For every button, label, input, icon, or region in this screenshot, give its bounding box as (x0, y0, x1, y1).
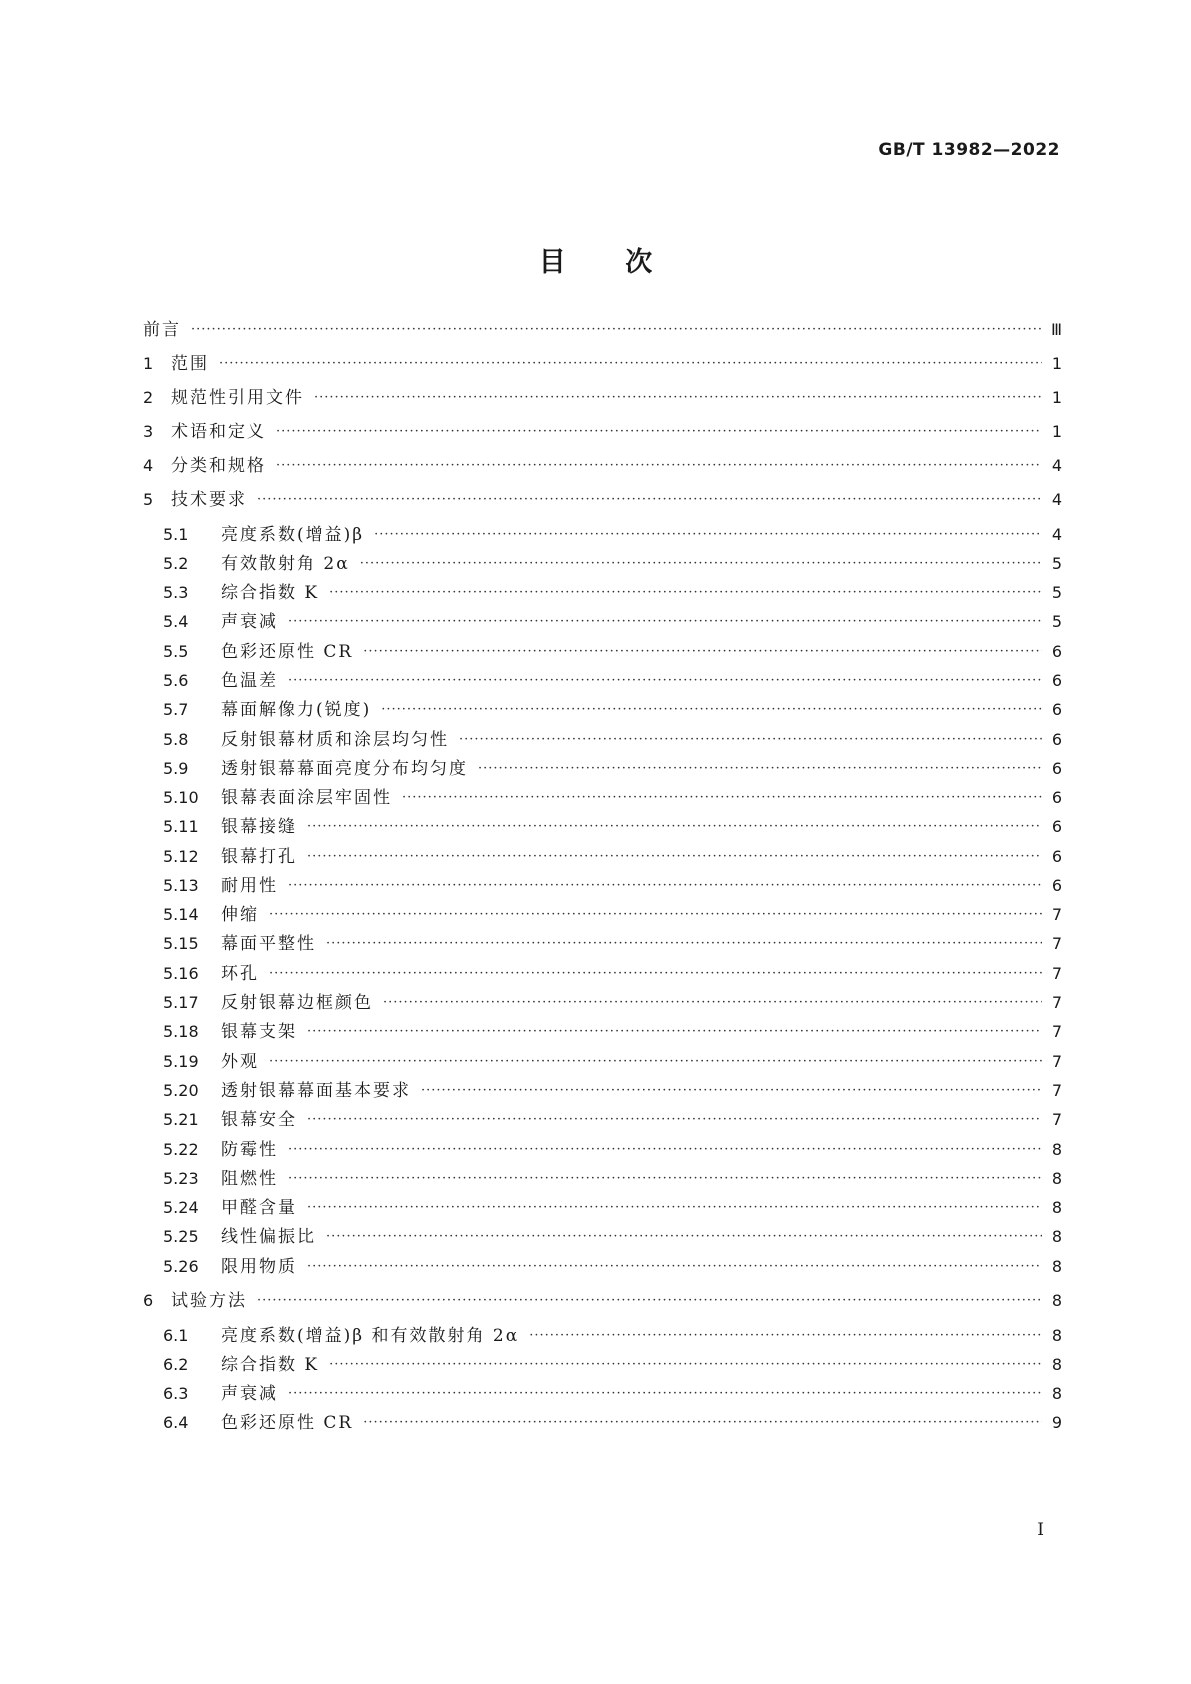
toc-entry[interactable] (143, 670, 1062, 692)
toc-entry-page: 8 (1051, 1140, 1062, 1159)
toc-entry-label: 亮度系数(增益)β 和有效散射角 2α (221, 1326, 520, 1346)
toc-entry-number: 6.4 (163, 1413, 189, 1432)
dot-leader (269, 1051, 1042, 1073)
dot-leader (307, 1109, 1042, 1131)
toc-entry-number: 5 (143, 490, 154, 509)
toc-entry-label: 银幕安全 (221, 1110, 297, 1130)
toc-entry-page: 6 (1051, 730, 1062, 749)
toc-entry-label: 前言 (143, 320, 181, 340)
toc-entry-label: 限用物质 (221, 1257, 297, 1277)
toc-entry-page: 8 (1051, 1198, 1062, 1217)
toc-entry-page: 8 (1051, 1355, 1062, 1374)
toc-entry-page: 5 (1051, 554, 1062, 573)
toc-entry-number: 5.1 (163, 525, 189, 544)
dot-leader (307, 1256, 1042, 1278)
dot-leader (363, 641, 1042, 663)
dot-leader (363, 1412, 1042, 1434)
toc-entry[interactable] (143, 699, 1062, 721)
toc-entry-label: 术语和定义 (171, 422, 266, 442)
dot-leader (269, 963, 1042, 985)
toc-entry-label: 声衰减 (221, 1384, 278, 1404)
dot-leader (288, 875, 1042, 897)
toc-entry-page: 6 (1051, 847, 1062, 866)
toc-entry-label: 透射银幕幕面亮度分布均匀度 (221, 759, 468, 779)
toc-entry-page: 9 (1051, 1413, 1062, 1432)
toc-entry[interactable] (143, 933, 1062, 955)
dot-leader (257, 489, 1042, 511)
toc-entry-label: 反射银幕材质和涂层均匀性 (221, 730, 449, 750)
toc-entry-label: 技术要求 (171, 490, 247, 510)
page-number: I (1037, 1520, 1044, 1540)
toc-entry[interactable] (143, 1383, 1062, 1405)
toc-entry[interactable] (143, 875, 1062, 897)
toc-entry-number: 5.16 (163, 964, 199, 983)
toc-entry-page: 6 (1051, 788, 1062, 807)
toc-entry-page: 6 (1051, 876, 1062, 895)
toc-entry-number: 5.5 (163, 642, 189, 661)
dot-leader (329, 582, 1042, 604)
dot-leader (383, 992, 1042, 1014)
toc-entry-label: 分类和规格 (171, 456, 266, 476)
dot-leader (257, 1290, 1042, 1312)
toc-entry-page: 5 (1051, 583, 1062, 602)
toc-entry-page: 8 (1051, 1291, 1062, 1310)
dot-leader (288, 1383, 1042, 1405)
toc-entry-label: 银幕打孔 (221, 847, 297, 867)
toc-entry-number: 5.12 (163, 847, 199, 866)
toc-entry-number: 6.3 (163, 1384, 189, 1403)
toc-entry[interactable] (143, 489, 1062, 511)
toc-entry[interactable] (143, 1021, 1062, 1043)
toc-entry[interactable] (143, 582, 1062, 604)
toc-entry-number: 6.1 (163, 1326, 189, 1345)
dot-leader (288, 1168, 1042, 1190)
toc-entry-label: 银幕表面涂层牢固性 (221, 788, 392, 808)
toc-entry[interactable] (143, 846, 1062, 868)
toc-entry-number: 5.2 (163, 554, 189, 573)
toc-entry-page: 6 (1051, 817, 1062, 836)
toc-entry-label: 环孔 (221, 964, 259, 984)
toc-entry-page: 8 (1051, 1227, 1062, 1246)
toc-entry-page: 5 (1051, 612, 1062, 631)
toc-entry[interactable] (143, 1256, 1062, 1278)
toc-entry-label: 透射银幕幕面基本要求 (221, 1081, 411, 1101)
toc-entry-page: 4 (1051, 456, 1062, 475)
dot-leader (314, 387, 1042, 409)
toc-entry-page: 8 (1051, 1257, 1062, 1276)
toc-entry[interactable] (143, 353, 1062, 375)
toc-entry-number: 5.21 (163, 1110, 199, 1129)
toc-entry[interactable] (143, 1354, 1062, 1376)
toc-entry[interactable] (143, 553, 1062, 575)
toc-entry[interactable] (143, 455, 1062, 477)
toc-entry[interactable] (143, 758, 1062, 780)
toc-entry[interactable] (143, 1109, 1062, 1131)
toc-entry-page: 6 (1051, 700, 1062, 719)
toc-entry[interactable] (143, 1412, 1062, 1434)
dot-leader (421, 1080, 1042, 1102)
dot-leader (276, 455, 1042, 477)
toc-entry-number: 5.25 (163, 1227, 199, 1246)
toc-entry-label: 色彩还原性 CR (221, 1413, 354, 1433)
toc-entry-number: 5.6 (163, 671, 189, 690)
dot-leader (288, 611, 1042, 633)
toc-entry[interactable] (143, 1168, 1062, 1190)
toc-entry-page: 6 (1051, 759, 1062, 778)
toc-entry-label: 规范性引用文件 (171, 388, 304, 408)
toc-entry-page: 7 (1051, 905, 1062, 924)
dot-leader (307, 816, 1042, 838)
toc-entry-label: 综合指数 K (221, 583, 320, 603)
toc-entry[interactable] (143, 319, 1062, 341)
toc-entry-page: 7 (1051, 934, 1062, 953)
toc-entry-number: 5.23 (163, 1169, 199, 1188)
toc-entry-page: Ⅲ (1050, 320, 1062, 339)
toc-entry-page: 7 (1051, 1052, 1062, 1071)
dot-leader (381, 699, 1042, 721)
toc-entry-page: 6 (1051, 671, 1062, 690)
toc-entry-page: 8 (1051, 1384, 1062, 1403)
toc-entry-label: 伸缩 (221, 905, 259, 925)
document-code: GB/T 13982—2022 (878, 140, 1060, 160)
toc-entry[interactable] (143, 1197, 1062, 1219)
toc-entry-page: 8 (1051, 1326, 1062, 1345)
toc-entry-number: 5.24 (163, 1198, 199, 1217)
dot-leader (529, 1325, 1042, 1347)
toc-entry-label: 防霉性 (221, 1140, 278, 1160)
dot-leader (307, 1197, 1042, 1219)
dot-leader (269, 904, 1042, 926)
toc-entry-number: 5.20 (163, 1081, 199, 1100)
toc-entry-label: 幕面解像力(锐度) (221, 700, 372, 720)
dot-leader (307, 1021, 1042, 1043)
toc-entry-number: 1 (143, 354, 154, 373)
dot-leader (402, 787, 1042, 809)
toc-entry[interactable] (143, 387, 1062, 409)
toc-entry-number: 5.7 (163, 700, 189, 719)
toc-entry-label: 外观 (221, 1052, 259, 1072)
toc-entry-label: 有效散射角 2α (221, 554, 350, 574)
toc-entry-number: 5.26 (163, 1257, 199, 1276)
toc-entry-page: 4 (1051, 525, 1062, 544)
toc-entry-label: 阻燃性 (221, 1169, 278, 1189)
toc-entry[interactable] (143, 816, 1062, 838)
dot-leader (219, 353, 1042, 375)
toc-entry[interactable] (143, 1051, 1062, 1073)
toc-entry-label: 亮度系数(增益)β (221, 525, 365, 545)
toc-entry[interactable] (143, 963, 1062, 985)
toc-entry-page: 1 (1051, 388, 1062, 407)
toc-entry-label: 反射银幕边框颜色 (221, 993, 373, 1013)
dot-leader (326, 933, 1042, 955)
toc-entry-number: 5.14 (163, 905, 199, 924)
toc-entry-page: 6 (1051, 642, 1062, 661)
page-title: 目 次 (538, 247, 653, 278)
toc-entry-number: 5.4 (163, 612, 189, 631)
toc-entry-label: 线性偏振比 (221, 1227, 316, 1247)
toc-entry[interactable] (143, 992, 1062, 1014)
toc-entry[interactable] (143, 1139, 1062, 1161)
toc-entry-number: 5.3 (163, 583, 189, 602)
toc-entry-number: 6.2 (163, 1355, 189, 1374)
dot-leader (360, 553, 1042, 575)
toc-entry-label: 耐用性 (221, 876, 278, 896)
toc-entry-number: 4 (143, 456, 154, 475)
toc-entry[interactable] (143, 1080, 1062, 1102)
toc-entry[interactable] (143, 1290, 1062, 1312)
toc-entry-number: 5.11 (163, 817, 199, 836)
toc-entry-number: 3 (143, 422, 154, 441)
toc-entry-label: 综合指数 K (221, 1355, 320, 1375)
toc-entry-label: 色温差 (221, 671, 278, 691)
toc-entry-page: 1 (1051, 354, 1062, 373)
toc-entry-number: 6 (143, 1291, 154, 1310)
toc-entry-number: 5.19 (163, 1052, 199, 1071)
toc-entry-label: 幕面平整性 (221, 934, 316, 954)
toc-entry-page: 1 (1051, 422, 1062, 441)
toc-entry-number: 5.13 (163, 876, 199, 895)
toc-entry-page: 8 (1051, 1169, 1062, 1188)
toc-entry-page: 7 (1051, 1110, 1062, 1129)
toc-entry-label: 甲醛含量 (221, 1198, 297, 1218)
dot-leader (307, 846, 1042, 868)
toc-entry[interactable] (143, 641, 1062, 663)
toc-entry[interactable] (143, 904, 1062, 926)
toc-entry[interactable] (143, 787, 1062, 809)
dot-leader (191, 319, 1042, 341)
dot-leader (478, 758, 1042, 780)
toc-entry-number: 5.17 (163, 993, 199, 1012)
dot-leader (288, 1139, 1042, 1161)
toc-entry[interactable] (143, 611, 1062, 633)
toc-entry[interactable] (143, 1226, 1062, 1248)
dot-leader (374, 524, 1042, 546)
toc-entry-label: 范围 (171, 354, 209, 374)
toc-entry-number: 2 (143, 388, 154, 407)
toc-entry-page: 7 (1051, 964, 1062, 983)
toc-entry-number: 5.8 (163, 730, 189, 749)
toc-entry-page: 7 (1051, 993, 1062, 1012)
toc-entry-label: 银幕支架 (221, 1022, 297, 1042)
dot-leader (276, 421, 1042, 443)
toc-entry-page: 7 (1051, 1081, 1062, 1100)
dot-leader (326, 1226, 1042, 1248)
dot-leader (459, 729, 1042, 751)
toc-entry-label: 银幕接缝 (221, 817, 297, 837)
toc-entry[interactable] (143, 524, 1062, 546)
toc-entry-label: 声衰减 (221, 612, 278, 632)
toc-entry-number: 5.9 (163, 759, 189, 778)
toc-entry-number: 5.18 (163, 1022, 199, 1041)
toc-entry-number: 5.22 (163, 1140, 199, 1159)
toc-entry[interactable] (143, 421, 1062, 443)
toc-entry[interactable] (143, 729, 1062, 751)
dot-leader (329, 1354, 1042, 1376)
toc-entry-label: 色彩还原性 CR (221, 642, 354, 662)
toc-entry-page: 7 (1051, 1022, 1062, 1041)
dot-leader (288, 670, 1042, 692)
toc-entry[interactable] (143, 1325, 1062, 1347)
toc-entry-number: 5.15 (163, 934, 199, 953)
toc-entry-number: 5.10 (163, 788, 199, 807)
toc-entry-page: 4 (1051, 490, 1062, 509)
toc-entry-label: 试验方法 (171, 1291, 247, 1311)
